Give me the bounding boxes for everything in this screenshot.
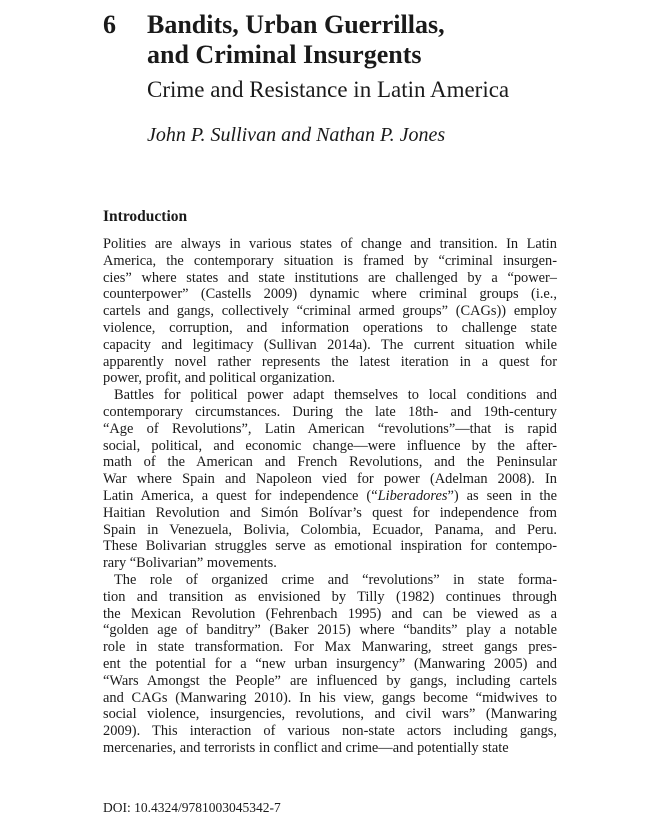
text-line: America, the contemporary situation is framed by “criminal insurgen- (103, 252, 557, 269)
doi-footer: DOI: 10.4324/9781003045342-7 (103, 800, 281, 815)
text-line: These Bolivarian struggles serve as emotional inspiration for contempo- (103, 538, 557, 555)
section-heading: Introduction (103, 208, 188, 225)
text-line: mercenaries, and terrorists in conflict and crime—and potentially state (103, 739, 509, 756)
text-line: Latin America, a quest for independence (“Liberadores”) as seen in the (103, 487, 557, 504)
text-line: math of the American and French Revolutions, and the Peninsular (103, 454, 557, 471)
text-line: counterpower” (Castells 2009) dynamic where criminal groups (i.e., (103, 286, 557, 303)
text-line: 2009). This interaction of various non-state actors including gangs, (103, 723, 557, 740)
paragraph (103, 236, 557, 387)
body-text (103, 236, 557, 757)
text-line: role in state transformation. For Max Manwaring, street gangs pres- (103, 639, 557, 656)
chapter-subtitle: Crime and Resistance in Latin America (147, 77, 510, 102)
text-line: “Wars Amongst the People” are influenced by gangs, including cartels (103, 672, 557, 689)
text-line: and CAGs (Manwaring 2010). In his view, gangs become “midwives to (103, 689, 557, 706)
text-line: social, political, and economic change—were influence by the after- (103, 437, 557, 454)
text-line: War where Spain and Napoleon vied for power (Adelman 2008). In (103, 471, 557, 488)
text-line: contemporary circumstances. During the late 18th- and 19th-century (103, 403, 557, 420)
chapter-number: 6 (103, 10, 116, 39)
text-line: tion and transition as envisioned by Tilly (1982) continues through (103, 588, 557, 605)
text-line: apparently novel rather represents the latest iteration in a quest for (103, 353, 557, 370)
text-line: cies” where states and state institutions are challenged by a “power– (103, 269, 557, 286)
paragraph (103, 572, 557, 757)
text-line: The role of organized crime and “revolutions” in state forma- (114, 571, 557, 588)
chapter-title (147, 10, 445, 70)
text-line: “golden age of banditry” (Baker 2015) where “bandits” play a notable (103, 622, 557, 639)
text-line: Spain in Venezuela, Bolivia, Colombia, Ecuador, Panama, and Peru. (103, 521, 557, 538)
text-line: Battles for political power adapt themselves to local conditions and (114, 387, 557, 404)
chapter-authors: John P. Sullivan and Nathan P. Jones (147, 124, 446, 146)
text-line: Polities are always in various states of change and transition. In Latin (103, 236, 557, 252)
paragraph (103, 387, 557, 572)
text-line: power, profit, and political organization. (103, 370, 336, 387)
text-line: ent the potential for a “new urban insurgency” (Manwaring 2005) and (103, 655, 557, 672)
text-line: the Mexican Revolution (Fehrenbach 1995) and can be viewed as a (103, 605, 557, 622)
text-line: Haitian Revolution and Simón Bolívar’s quest for independence from (103, 504, 557, 521)
text-line: rary “Bolivarian” movements. (103, 555, 277, 572)
text-line: cartels and gangs, collectively “criminal armed groups” (CAGs)) employ (103, 303, 557, 320)
text-line: “Age of Revolutions”, Latin American “revolutions”—that is rapid (103, 420, 557, 437)
chapter-title-line: and Criminal Insurgents (147, 40, 422, 69)
text-line: violence, corruption, and information operations to challenge state (103, 319, 557, 336)
text-line: capacity and legitimacy (Sullivan 2014a). The current situation while (103, 336, 557, 353)
chapter-title-line: Bandits, Urban Guerrillas, (147, 10, 445, 39)
text-line: social violence, insurgencies, revolutions, and civil wars” (Manwaring (103, 706, 557, 723)
